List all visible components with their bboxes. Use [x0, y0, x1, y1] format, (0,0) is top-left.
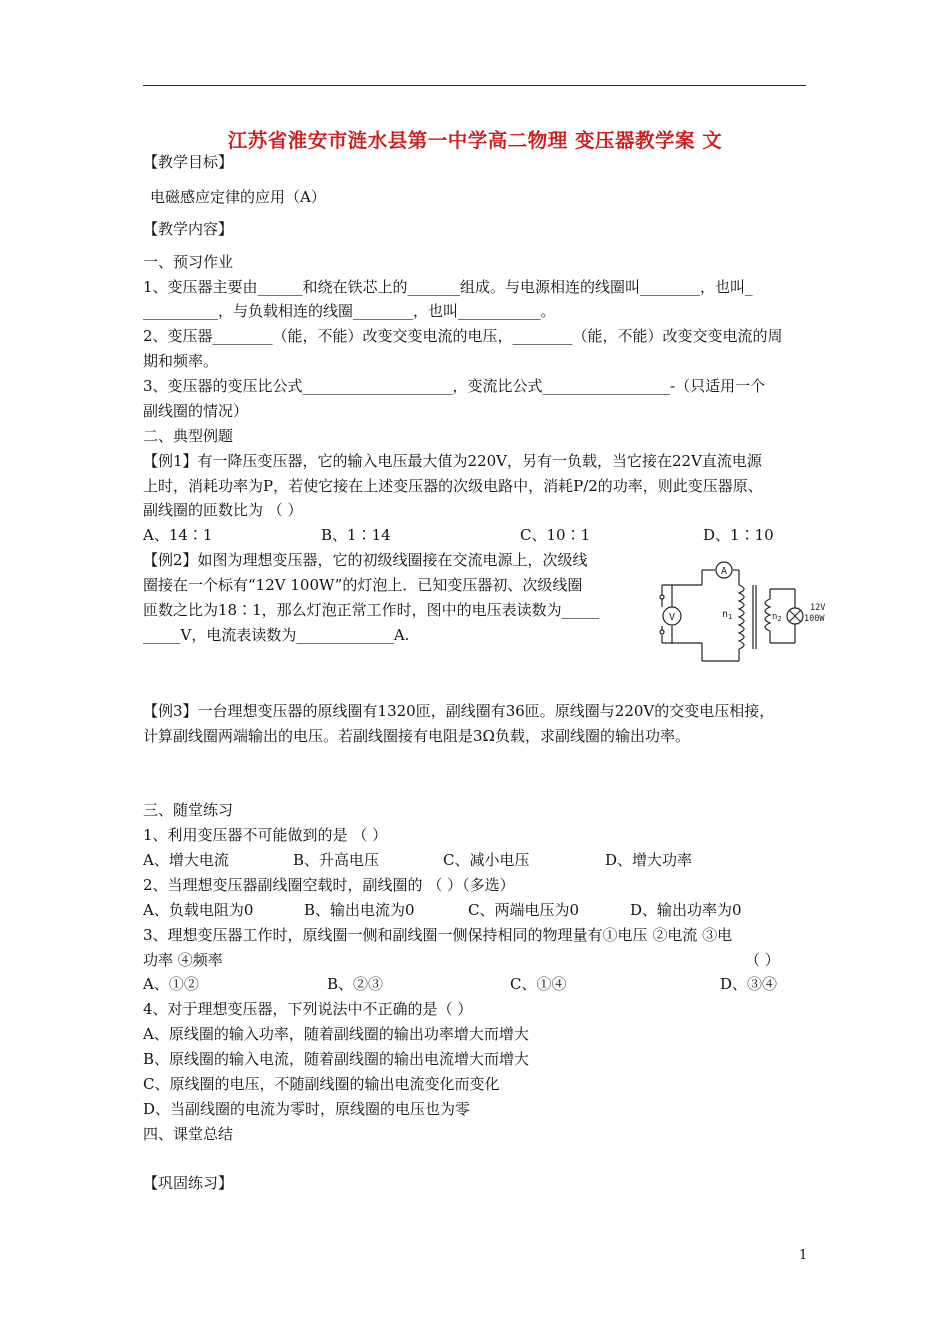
example-2-line-1: 【例2】如图为理想变压器，它的初级线圈接在交流电源上，次级线	[143, 551, 588, 569]
example-1-line-3: 副线圈的匝数比为 （ ）	[143, 501, 303, 519]
option-a: A、①②	[143, 975, 199, 993]
practice-4-option-c: C、原线圈的电压，不随副线圈的输出电流变化而变化	[143, 1075, 500, 1093]
terminal-bottom	[660, 630, 664, 634]
section-2-heading: 二、典型例题	[143, 427, 234, 445]
transformer-circuit-diagram	[652, 557, 826, 667]
option-c: C、①④	[510, 975, 567, 993]
terminal-top	[660, 595, 664, 599]
question-3-line-1: 3、变压器的变压比公式____________________，变流比公式_________________-（只适用一个	[143, 377, 766, 395]
question-1-line-2: __________，与负载相连的线圈________，也叫___________。	[143, 302, 556, 320]
voltmeter-label: V	[668, 612, 676, 623]
practice-2: 2、当理想变压器副线圈空载时，副线圈的 （ ）（多选）	[143, 876, 515, 894]
example-1-line-1: 【例1】有一降压变压器，它的输入电压最大值为220V，另有一负载，当它接在22V直流电源	[143, 452, 762, 470]
practice-4-option-a: A、原线圈的输入功率，随着副线圈的输出功率增大而增大	[143, 1025, 529, 1043]
option-d: D、增大功率	[605, 851, 693, 869]
header-rule	[143, 85, 806, 86]
question-3-line-2: 副线圈的情况）	[143, 402, 249, 420]
lamp-voltage-label: 12V	[810, 603, 826, 613]
option-d: D、输出功率为0	[630, 901, 742, 919]
practice-4-option-b: B、原线圈的输入电流，随着副线圈的输出电流增大而增大	[143, 1050, 530, 1068]
example-3-line-1: 【例3】一台理想变压器的原线圈有1320匝，副线圈有36匝。原线圈与220V的交变电压相接，	[143, 702, 775, 720]
practice-3-line-1: 3、理想变压器工作时，原线圈一侧和副线圈一侧保持相同的物理量有①电压 ②电流 ③电	[143, 926, 733, 944]
practice-3-options	[143, 974, 806, 994]
practice-2-options	[143, 900, 806, 920]
example-1-options	[143, 525, 806, 545]
goal-text: 电磁感应定律的应用（A）	[150, 188, 326, 206]
section-3-heading: 三、随堂练习	[143, 801, 234, 819]
lamp-power-label: 100W	[804, 614, 825, 624]
section-1-heading: 一、预习作业	[143, 253, 234, 271]
option-b: B、输出电流为0	[304, 901, 415, 919]
option-a: A、14∶1	[143, 526, 213, 544]
question-2-line-2: 期和频率。	[143, 352, 219, 370]
option-d: D、1∶10	[703, 526, 774, 544]
page-title: 江苏省淮安市涟水县第一中学高二物理 变压器教学案 文	[227, 129, 723, 152]
content-heading: 【教学内容】	[143, 220, 234, 238]
option-d: D、③④	[720, 975, 778, 993]
option-c: C、两端电压为0	[468, 901, 580, 919]
primary-turns-label: $n_1$	[722, 609, 733, 621]
option-b: B、1∶14	[321, 526, 391, 544]
practice-3-line-2: 功率 ④频率	[143, 951, 223, 969]
question-1-line-1: 1、变压器主要由______和绕在铁芯上的_______组成。与电源相连的线圈叫________，也叫_	[143, 278, 753, 296]
section-4-heading: 四、课堂总结	[143, 1125, 234, 1143]
question-2-line-1: 2、变压器________（能，不能）改变交变电流的电压，________（能，不能）改变交变电流的周	[143, 327, 783, 345]
option-c: C、减小电压	[443, 851, 530, 869]
practice-1: 1、利用变压器不可能做到的是 （ ）	[143, 826, 388, 844]
example-3-line-2: 计算副线圈两端输出的电压。若副线圈接有电阻是3Ω负载，求副线圈的输出功率。	[143, 727, 690, 745]
consolidate-heading: 【巩固练习】	[143, 1174, 234, 1192]
goal-heading: 【教学目标】	[143, 153, 234, 171]
practice-3-answer-bracket: （ ）	[745, 951, 780, 969]
option-b: B、升高电压	[293, 851, 380, 869]
example-2-line-3: 匝数之比为18∶1，那么灯泡正常工作时，图中的电压表读数为_____	[143, 601, 600, 619]
page-number: 1	[799, 1248, 808, 1263]
option-a: A、负载电阻为0	[143, 901, 254, 919]
option-c: C、10∶1	[520, 526, 591, 544]
practice-1-options	[143, 850, 806, 870]
ammeter-label: A	[720, 566, 728, 577]
option-a: A、增大电流	[143, 851, 229, 869]
option-b: B、②③	[327, 975, 384, 993]
practice-4-option-d: D、当副线圈的电流为零时，原线圈的电压也为零	[143, 1100, 471, 1118]
example-1-line-2: 上时，消耗功率为P，若使它接在上述变压器的次级电路中，消耗P/2的功率，则此变压器原、	[143, 477, 763, 495]
example-2-line-2: 圈接在一个标有“12V 100W”的灯泡上．已知变压器初、次级线圈	[143, 576, 583, 594]
secondary-turns-label: $n_2$	[772, 612, 782, 623]
practice-4: 4、对于理想变压器，下列说法中不正确的是（ ）	[143, 1000, 473, 1018]
example-2-line-4: _____V，电流表读数为_____________A.	[143, 626, 410, 644]
